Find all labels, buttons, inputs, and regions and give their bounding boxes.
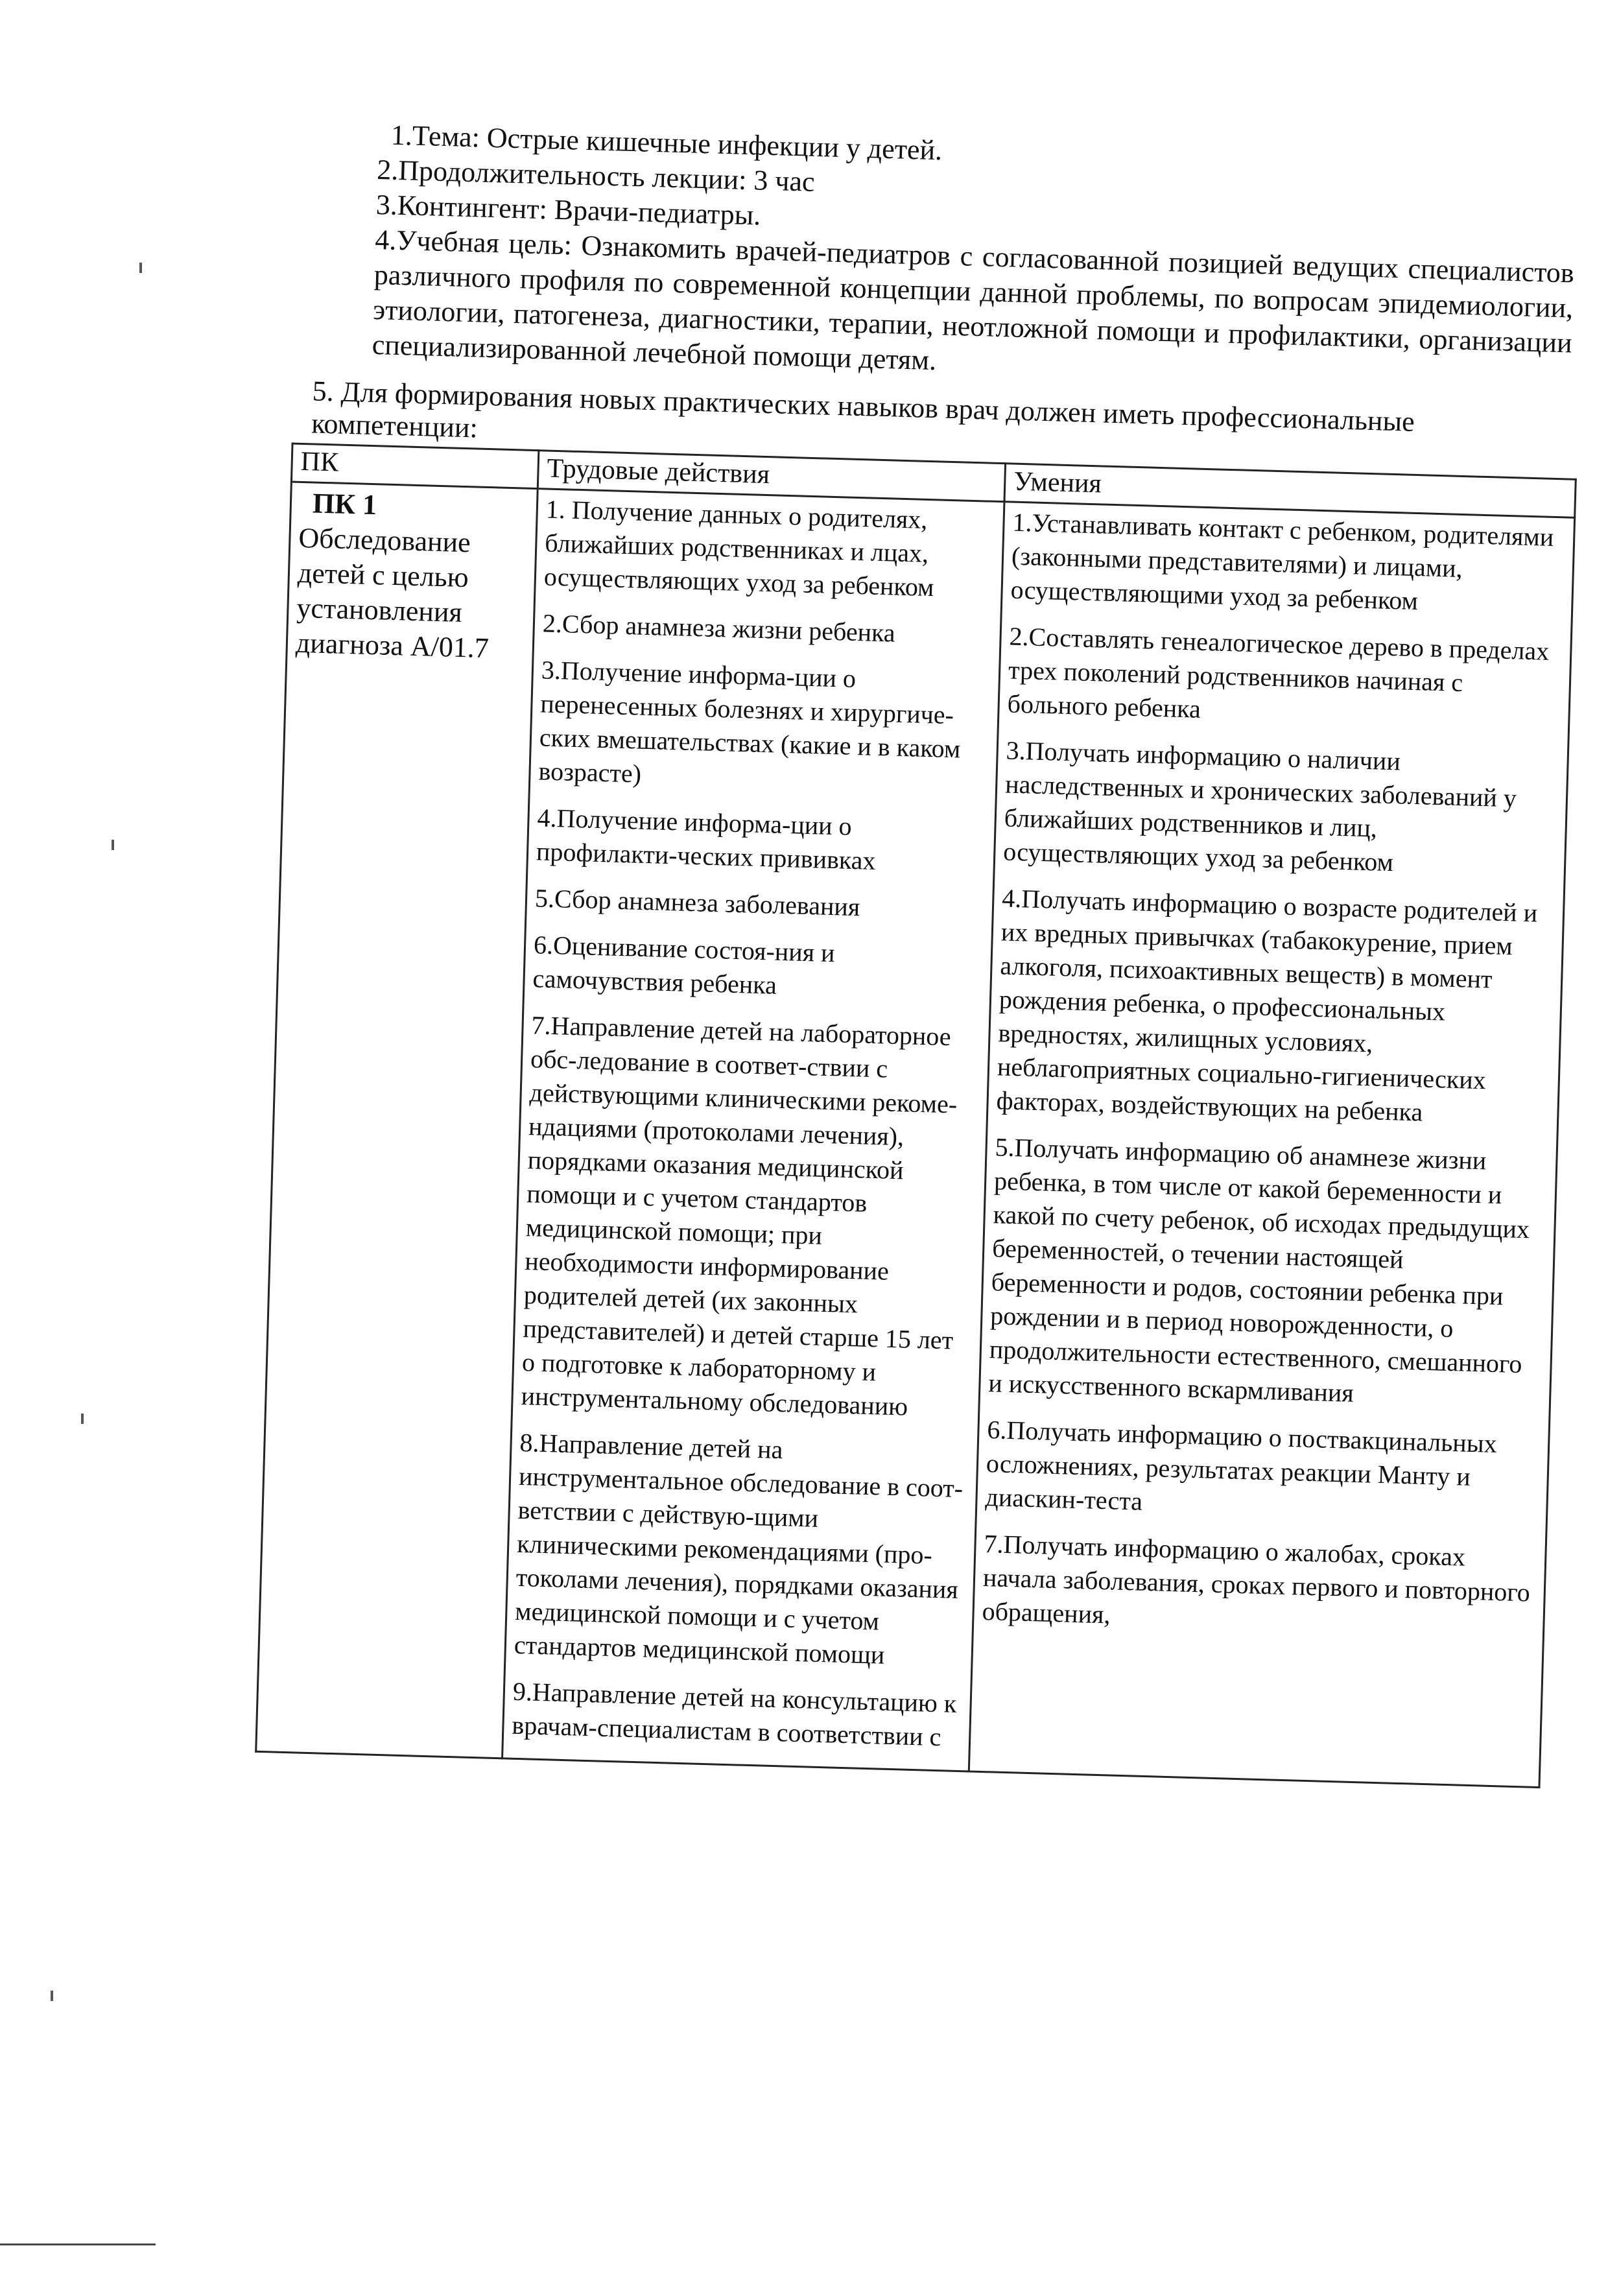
action-item: 3.Получение информа-ции о перенесенных болезнях и хирургиче-ских вмешательствах (какие и в каком возрасте) — [538, 655, 961, 788]
scan-mark — [112, 840, 114, 850]
pk-cell — [256, 482, 538, 1758]
skill-item: 4.Получать информацию о возрасте родителей и их вредных привычках (табакокурение, прием алкоголя, психоактивных веществ) в момент рождения ребенка, о профессиональных вредностях, жилищных условиях, неблагоприятных социально-гигиенических факторах, воздействующих на ребенка — [996, 883, 1538, 1127]
skill-item: 6.Получать информацию о поствакцинальных осложнениях, результатах реакции Манту и диаскин-теста — [984, 1415, 1498, 1516]
pk-description: Обследование детей с целью установления диагноза А/01.7 — [295, 521, 490, 665]
actions-cell — [503, 489, 1004, 1771]
action-item: 4.Получение информа-ции о профилакти-ческих прививках — [536, 803, 877, 875]
header-pk: ПК — [291, 444, 538, 489]
competence-intro: 5. Для формирования новых практических навыков врач должен иметь профессиональные компетенции: — [311, 375, 1415, 444]
action-item: 1. Получение данных о родителях, ближайших родственниках и лцах, осуществляющих уход за ребенком — [543, 494, 935, 602]
scan-mark — [139, 263, 142, 273]
action-item: 9.Направление детей на консультацию к врачам-специалистам в соответствии с — [511, 1676, 957, 1752]
scan-mark — [51, 1991, 53, 2001]
skill-item: 3.Получать информацию о наличии наследственных и хронических заболеваний у ближайших родственников и лиц, осуществляющих уход за ребенком — [1002, 735, 1517, 877]
header-actions: Трудовые действия — [538, 451, 1005, 502]
skills-cell — [969, 502, 1574, 1788]
header-skills: Умения — [1004, 464, 1576, 518]
scan-edge-line — [0, 2243, 156, 2245]
skill-item: 5.Получать информацию об анамнезе жизни ребенка, в том числе от какой беременности и какой по счету ребенок, об исходах предыдущих беременностей, о течении настоящей беременности и родов, состоянии ребенка при рождении и в период новорожденности, о продолжительности естественного, смешанного и искусственного вскармливания — [987, 1132, 1530, 1408]
competence-table — [255, 443, 1577, 1789]
skill-item: 7.Получать информацию о жалобах, сроках начала заболевания, сроках первого и повторного обращения, — [982, 1529, 1531, 1629]
learning-goal: 4.Учебная цель: Ознакомить врачей-педиатров с согласованной позицией ведущих специалистов различного профиля по современной концепции данной проблемы, по вопросам эпидемиологии, этиологии, патогенеза, диагностики, терапии, неотложной помощи и профилактики, организации специализированной лечебной помощи детям. — [372, 223, 1575, 377]
action-item: 5.Сбор анамнеза заболевания — [534, 883, 860, 922]
lecture-duration: 2.Продолжительность лекции: 3 час — [376, 154, 816, 198]
action-item: 8.Направление детей на инструментальное обследование в соот-ветствии с действую-щими клиническими рекомендациями (про-токолами лечения), порядками оказания медицинской помощи и с учетом стандартов медицинской помощи — [514, 1427, 964, 1670]
intro-section — [372, 117, 1578, 396]
scan-mark — [81, 1414, 84, 1424]
action-item: 2.Сбор анамнеза жизни ребенка — [542, 608, 896, 648]
action-item: 6.Оценивание состоя-ния и самочувствия ребенка — [532, 930, 836, 1000]
pk-code: ПК 1 — [312, 487, 377, 521]
skill-item: 1.Устанавливать контакт с ребенком, родителями (законными представителями) и лицами, осуществляющими уход за ребенком — [1010, 507, 1554, 616]
lecture-audience: 3.Контингент: Врачи-педиатры. — [375, 189, 761, 231]
lecture-topic: 1.Тема: Острые кишечные инфекции у детей. — [390, 119, 943, 167]
skill-item: 2.Составлять генеалогическое дерево в пределах трех поколений родственников начиная с больного ребенка — [1007, 621, 1550, 724]
action-item: 7.Направление детей на лабораторное обс-ледование в соответ-ствии с действующими клиническими рекоме-ндациями (протоколами лечения), порядками оказания медицинской помощи и с учетом стандартов медицинской помощи; при необходимости информирование родителей детей (их законных представителей) и детей старше 15 лет о подготовке к лабораторному и инструментальному обследованию — [521, 1010, 958, 1421]
table-row — [256, 482, 1575, 1788]
